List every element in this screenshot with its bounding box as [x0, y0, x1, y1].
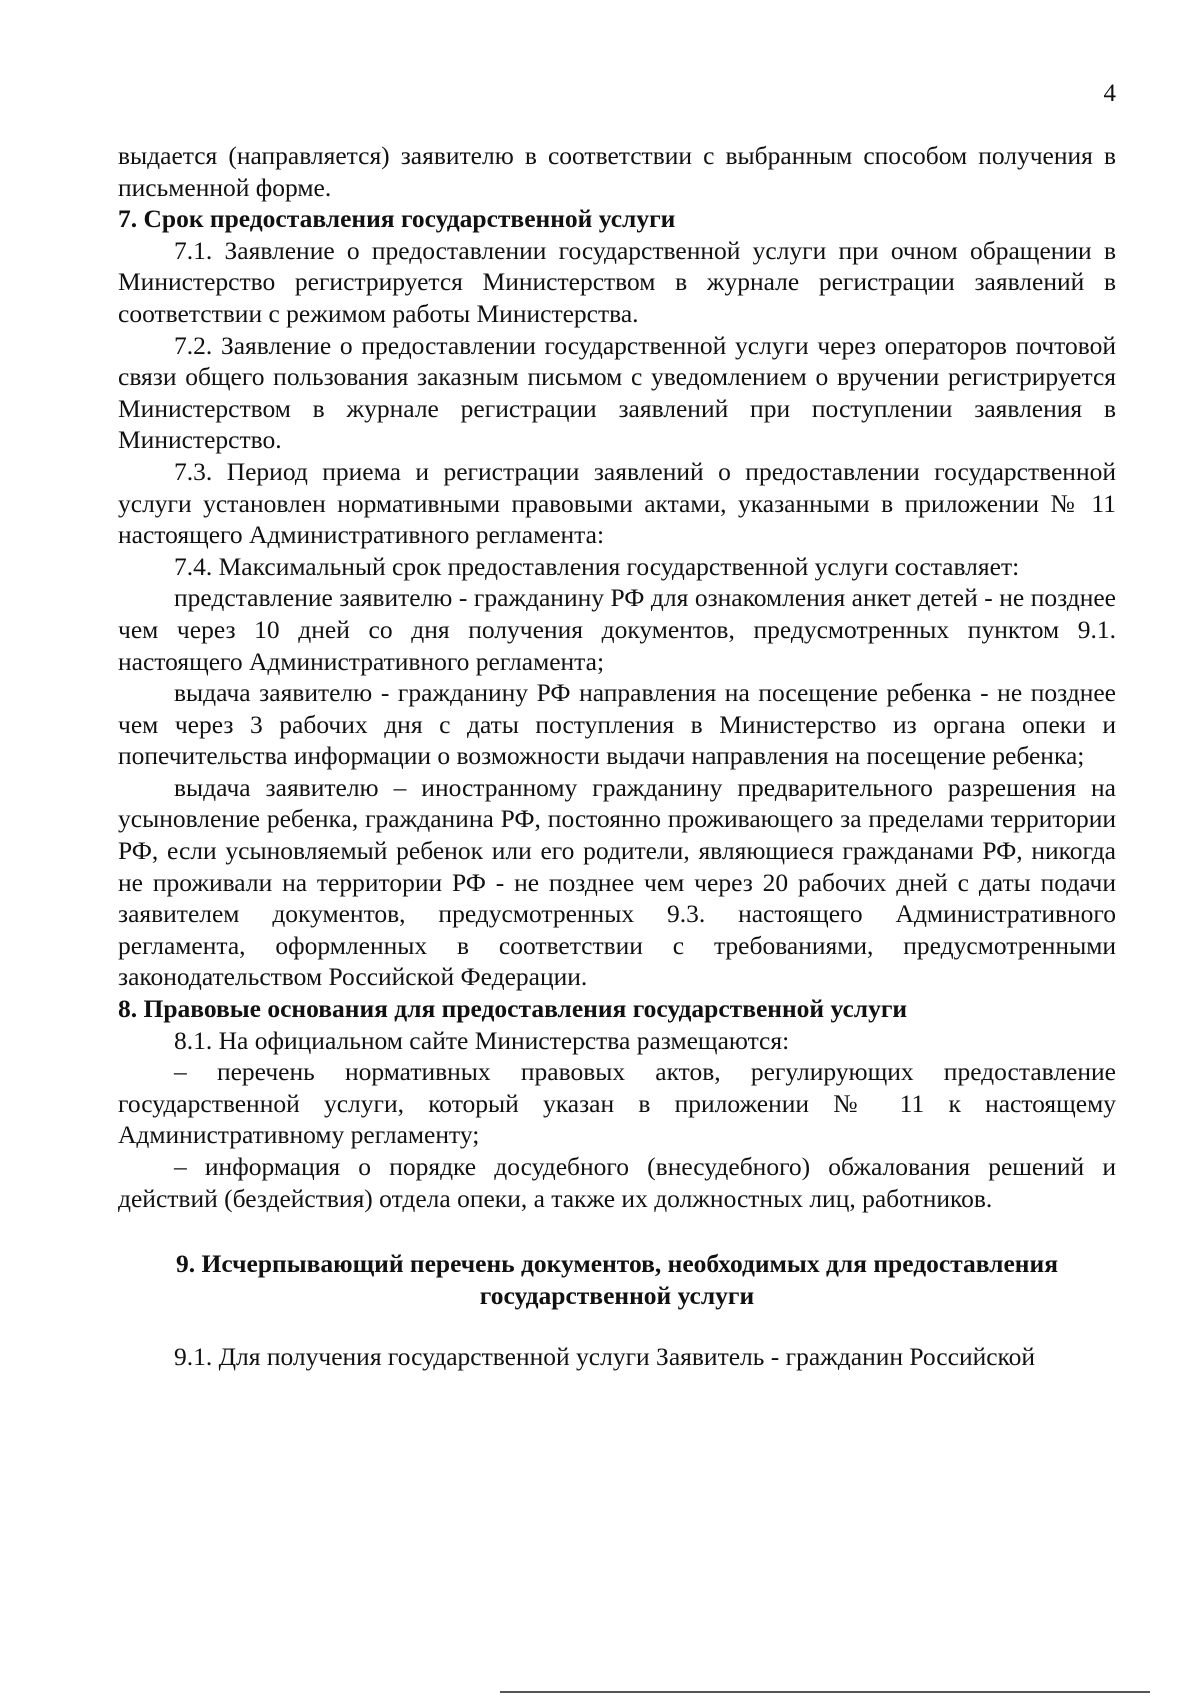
bottom-edge-line [500, 1691, 1150, 1693]
paragraph-7-2: 7.2. Заявление о предоставлении государственной услуги через операторов почтовой связи общего пользования заказным письмом с уведомлением о вручении регистрируется Министерством в журнале регистрации заявлений при поступлении заявления в Министерство. [118, 330, 1116, 455]
paragraph-8-1: 8.1. На официальном сайте Министерства размещаются: [174, 1025, 790, 1055]
paragraph-9-1: 9.1. Для получения государственной услуги Заявитель - гражданин Российской [174, 1342, 1036, 1372]
intro-paragraph: выдается (направляется) заявителю в соответствии с выбранным способом получения в письменной форме. [118, 141, 1116, 202]
section-9-heading [118, 1248, 1116, 1311]
section-7-heading: 7. Срок предоставления государственной услуги [118, 204, 676, 234]
document-body [118, 140, 1116, 1373]
page-number: 4 [1103, 80, 1116, 107]
paragraph-7-4-item-1: представление заявителю - гражданину РФ для ознакомления анкет детей - не позднее чем через 10 дней со дня получения документов, предусмотренных пунктом 9.1. настоящего Административного регламента; [118, 583, 1116, 676]
paragraph-7-4-item-2: выдача заявителю - гражданину РФ направления на посещение ребенка - не позднее чем через 3 рабочих дня с даты поступления в Министерство из органа опеки и попечительства информации о возможности выдачи направления на посещение ребенка; [118, 678, 1116, 771]
paragraph-7-4: 7.4. Максимальный срок предоставления государственной услуги составляет: [174, 551, 1020, 581]
paragraph-7-3: 7.3. Период приема и регистрации заявлений о предоставлении государственной услуги установлен нормативными правовыми актами, указанными в приложении № 11 настоящего Административного регламента: [118, 456, 1116, 550]
section-9-heading-line-2: государственной услуги [479, 1280, 755, 1310]
paragraph-8-1-item-1: – перечень нормативных правовых актов, регулирующих предоставление государственной услуги, который указан в приложении № 11 к настоящему Административному регламенту; [118, 1057, 1116, 1150]
paragraph-8-1-item-2: – информация о порядке досудебного (внесудебного) обжалования решений и действий (бездействия) отдела опеки, а также их должностных лиц, работников. [118, 1152, 1116, 1213]
section-9-heading-line-1: 9. Исчерпывающий перечень документов, необходимых для предоставления [175, 1249, 1058, 1279]
section-8-heading: 8. Правовые основания для предоставления государственной услуги [118, 994, 908, 1024]
paragraph-7-1: 7.1. Заявление о предоставлении государственной услуги при очном обращении в Министерство регистрируется Министерством в журнале регистрации заявлений в соответствии с режимом работы Министерства. [118, 235, 1116, 328]
paragraph-7-4-item-3: выдача заявителю – иностранному гражданину предварительного разрешения на усыновление ребенка, гражданина РФ, постоянно проживающего за пределами территории РФ, если усыновляемый ребенок или его родители, являющиеся гражданами РФ, никогда не проживали на территории РФ - не позднее чем через 20 рабочих дней с даты подачи заявителем документов, предусмотренных 9.3. настоящего Административного регламента, оформленных в соответствии с требованиями, предусмотренными законодательством Российской Федерации. [118, 772, 1116, 992]
